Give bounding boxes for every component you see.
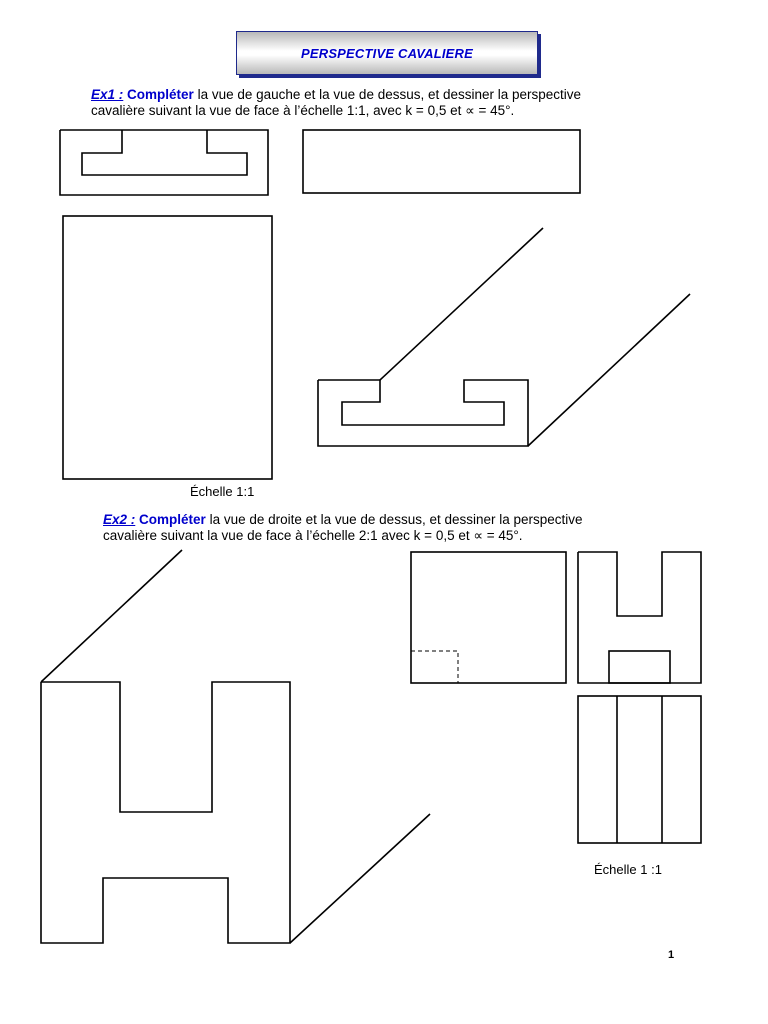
ex2-perspective bbox=[41, 550, 430, 943]
ex1-perspective bbox=[318, 228, 690, 446]
page-title: PERSPECTIVE CAVALIERE bbox=[300, 45, 474, 61]
ex1-front-view bbox=[60, 130, 268, 195]
ex2-line2: cavalière suivant la vue de face à l’échelle 2:1 avec k = 0,5 et ∝ = 45°. bbox=[103, 528, 523, 543]
ex2-right-view bbox=[578, 552, 701, 683]
page-number: 1 bbox=[668, 949, 675, 961]
ex2-label: Ex2 : bbox=[103, 512, 136, 527]
ex1-scale-label: Échelle 1:1 bbox=[190, 484, 255, 499]
ex2-top-view bbox=[578, 696, 701, 843]
ex1-left-view bbox=[303, 130, 580, 193]
ex1-verb: Compléter bbox=[127, 87, 194, 102]
ex2-verb: Compléter bbox=[139, 512, 206, 527]
ex1-label: Ex1 : bbox=[91, 87, 124, 102]
ex1-top-view bbox=[63, 216, 272, 479]
ex2-line1-text: la vue de droite et la vue de dessus, et dessiner la perspective bbox=[205, 512, 583, 527]
ex2-scale-label: Échelle 1 :1 bbox=[594, 862, 662, 877]
ex2-front-view bbox=[411, 552, 566, 683]
ex1-line2: cavalière suivant la vue de face à l’échelle 1:1, avec k = 0,5 et ∝ = 45°. bbox=[91, 103, 515, 118]
ex1-line1-text: la vue de gauche et la vue de dessus, et dessiner la perspective bbox=[193, 87, 582, 102]
